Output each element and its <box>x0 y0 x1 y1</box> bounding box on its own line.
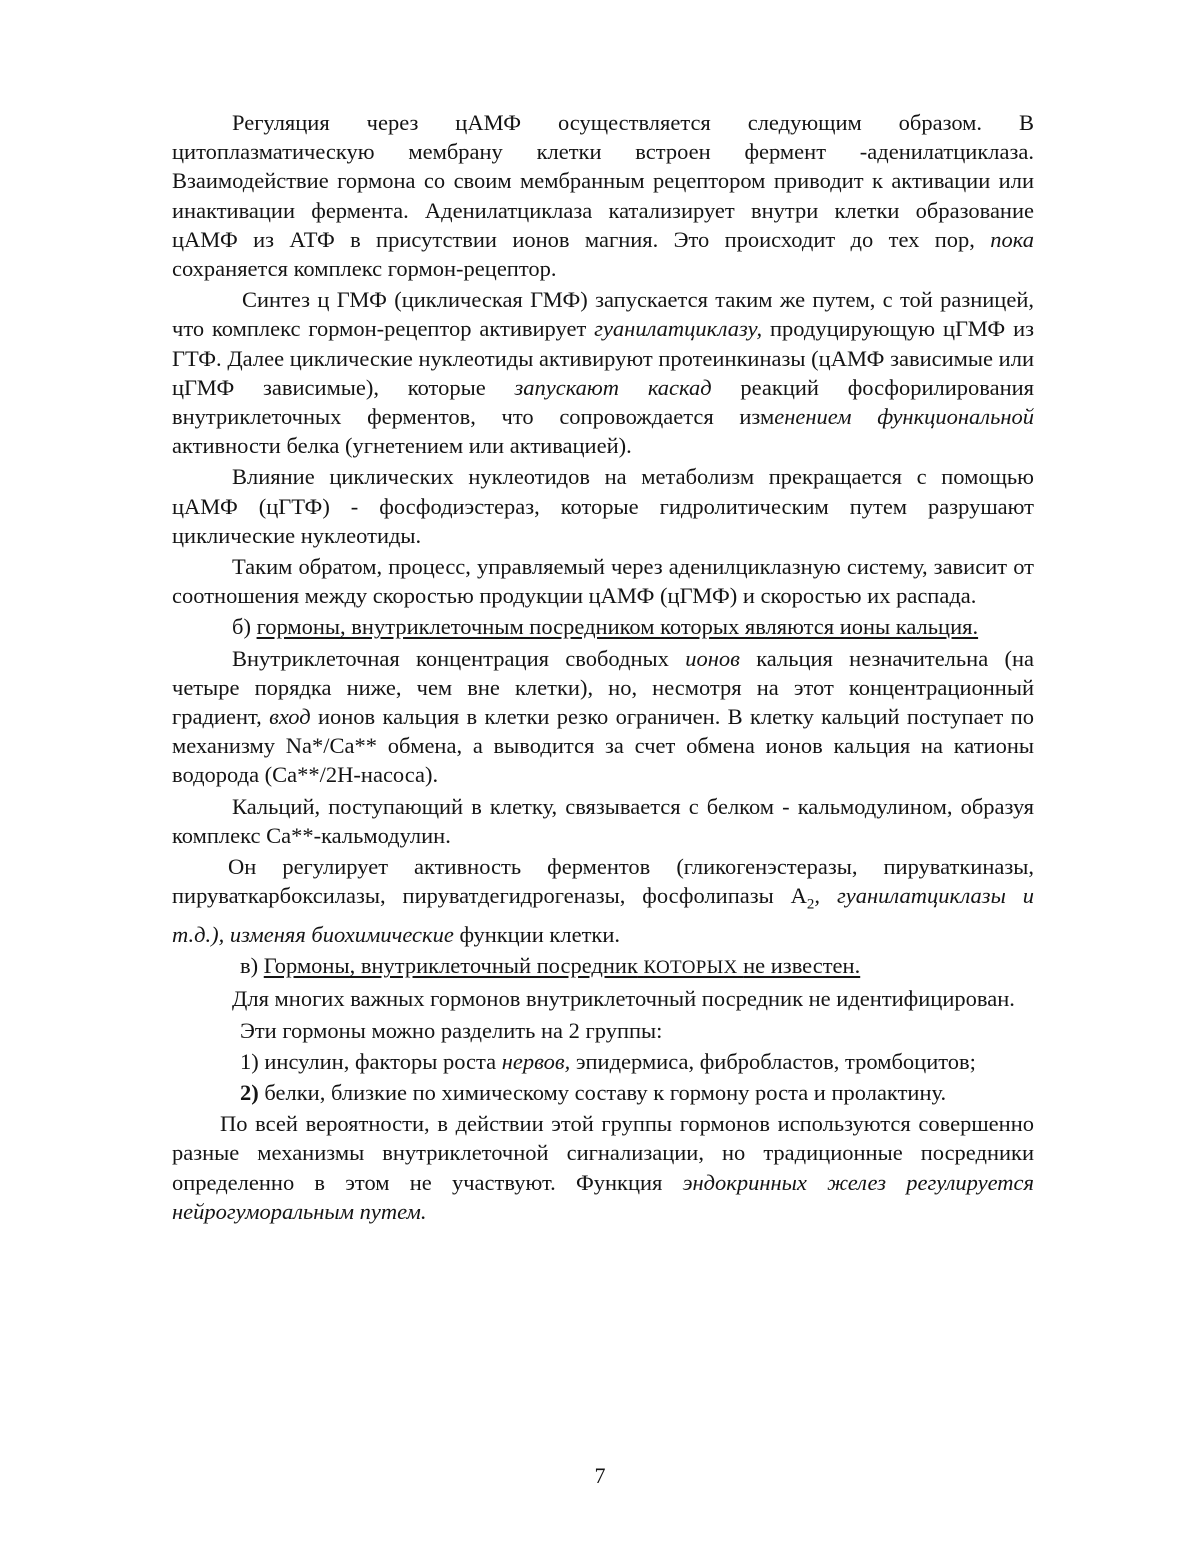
text: эпидермиса, фибробластов, тромбоцитов; <box>575 1048 976 1074</box>
section-marker: б) <box>232 614 251 640</box>
text: белки, близкие по химическому составу к гормону роста и пролактину. <box>264 1080 947 1105</box>
heading-part: не известен. <box>743 953 861 979</box>
section-heading-b <box>172 612 1034 641</box>
paragraph-enzyme-regulation <box>172 852 1034 949</box>
paragraph-calmodulin: Кальций, поступающий в клетку, связывается с белком - кальмодулином, образуя комплекс Ca**-кальмодулин. <box>172 793 1034 848</box>
text: сохраняется комплекс гормон-рецептор. <box>172 256 557 282</box>
italic-text: гуанилатциклазу, <box>594 316 763 342</box>
section-heading-text <box>264 953 860 978</box>
heading-part: КОТОРЫХ <box>643 957 738 979</box>
text: Внутриклеточная концентрация свободных <box>232 645 669 671</box>
italic-text: , гуанилатциклазы и т.д.), изменяя биохимические <box>172 883 1034 947</box>
list-item-group-1 <box>172 1047 1034 1076</box>
italic-text: ионов <box>685 645 740 671</box>
section-marker: в) <box>240 953 259 979</box>
italic-text: енением функциональной <box>774 404 1034 430</box>
paragraph-adenyl-system: Таким обратом, процесс, управляемый через аденилциклазную систему, зависит от соотношения между скоростью продукции цАМФ (цГМФ) и скоростью их распада. <box>172 554 1034 609</box>
list-number: 2) <box>240 1080 259 1105</box>
paragraph-camp-regulation <box>172 108 1034 283</box>
paragraph-unknown-mediator: Для многих важных гормонов внутриклеточный посредник не идентифицирован. <box>232 986 1015 1012</box>
paragraph-cgmp-synthesis <box>172 285 1034 460</box>
text: Синтез ц ГМФ (циклическая ГМФ) запускается таким же путем, с той разницей, что комплекс гормон-рецептор активирует <box>172 287 1034 342</box>
paragraph-nucleotide-influence: Влияние циклических нуклеотидов на метаболизм прекращается с помощью цАМФ (цГТФ) - фосфодиэстераз, которые гидролитическим путем разрушают циклические нуклеотиды. <box>172 464 1034 548</box>
text: функции клетки. <box>459 921 621 947</box>
text: По всей вероятности, в действии этой группы гормонов используются совершенно разные механизмы внутриклеточной сигнализации, но традиционные посредники определенно в этом не участвуют. Функция <box>172 1111 1034 1195</box>
text: активности белка (угнетением или активацией). <box>172 433 632 459</box>
paragraph-conclusion <box>172 1109 1034 1226</box>
text: Регуляция через цАМФ осуществляется следующим образом. В цитоплазматическую мембрану клетки встроен фермент -аденилатциклаза. Взаимодействие гормона со своим мембранным рецептором приводит к активации или инактивации фермента. Аденилатциклаза катализирует внутри клетки образование цАМФ из АТФ в присутствии ионов магния. Это происходит до тех пор, <box>172 110 1034 252</box>
italic-text: эндокринных желез регулируется нейрогуморальным путем. <box>172 1169 1034 1224</box>
page-number: 7 <box>594 1463 606 1488</box>
list-item-group-2 <box>172 1078 1034 1107</box>
heading-part: Гормоны, внутриклеточный посредник <box>263 953 638 979</box>
text: 1) инсулин, факторы роста <box>240 1048 497 1074</box>
text: Он регулирует активность ферментов (гликогенэстеразы, пируваткиназы, пируваткарбоксилазы, пируватдегидрогеназы, фосфолипазы A <box>172 854 1034 909</box>
italic-text: вход <box>269 704 311 730</box>
paragraph-two-groups: Эти гормоны можно разделить на 2 группы: <box>240 1017 663 1043</box>
section-heading-text: гормоны, внутриклеточным посредником которых являются ионы кальция. <box>256 614 979 640</box>
text: реакций фосфорилирования внутриклеточных ферментов, что сопровождается изм <box>172 374 1035 430</box>
italic-text: пока <box>990 226 1034 252</box>
paragraph-calcium-concentration <box>172 644 1034 790</box>
text: ионов кальция в клетки резко ограничен. В клетку кальций поступает по механизму Na*/Ca** обмена, а выводится за счет обмена ионов кальция на катионы водорода (Ca**/2H-насоса). <box>172 704 1035 788</box>
italic-text: нервов, <box>501 1048 571 1074</box>
italic-text: запускают каскад <box>514 374 712 400</box>
section-heading-v <box>172 951 1034 982</box>
text: кальция незначительна (на четыре порядка ниже, чем вне клетки), но, несмотря на этот концентрационный градиент, <box>172 645 1035 730</box>
subscript: 2 <box>806 896 815 913</box>
document-page <box>172 108 1034 1228</box>
text: продуцирующую цГМФ из ГТФ. Далее циклические нуклеотиды активируют протеинкиназы (цАМФ зависимые или цГМФ зависимые), которые <box>172 316 1034 400</box>
